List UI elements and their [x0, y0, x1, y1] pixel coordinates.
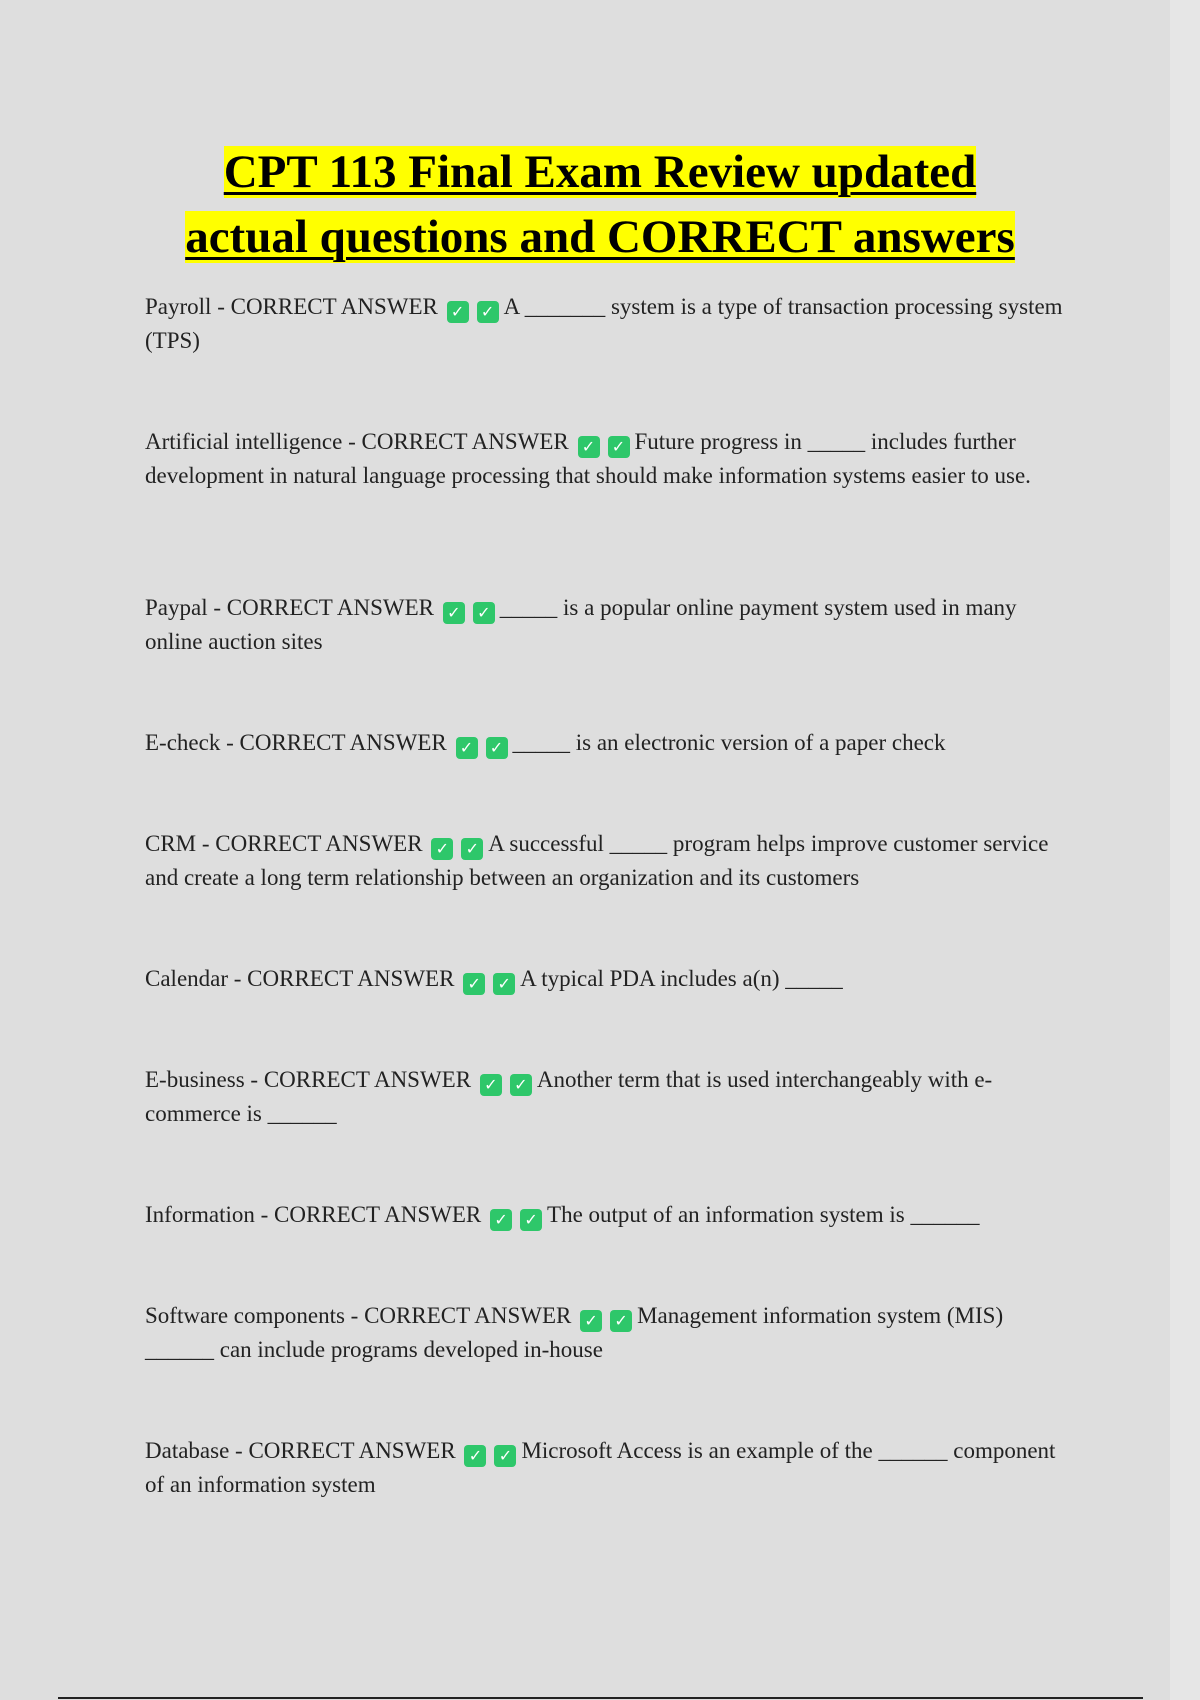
answer-term: Information - CORRECT ANSWER: [145, 1202, 482, 1227]
qa-item: [145, 1063, 1065, 1131]
qa-item: [145, 827, 1065, 895]
page-bottom-rule: [58, 1697, 1143, 1699]
question-text: _____ is an electronic version of a paper check: [512, 730, 946, 755]
title-line-1: CPT 113 Final Exam Review updated: [223, 146, 977, 198]
question-text: A _______ system is a type of transaction processing system (TPS): [145, 294, 1063, 353]
qa-item: [145, 962, 1065, 996]
check-mark-icon: ✓: [494, 1445, 516, 1467]
qa-item: [145, 1198, 1065, 1232]
check-mark-icon: ✓: [447, 301, 469, 323]
check-mark-icon: ✓: [431, 838, 453, 860]
check-mark-icon: ✓: [580, 1310, 602, 1332]
answer-term: E-check - CORRECT ANSWER: [145, 730, 447, 755]
answer-term: E-business - CORRECT ANSWER: [145, 1067, 472, 1092]
check-mark-icon: ✓: [520, 1209, 542, 1231]
check-mark-icon: ✓: [578, 436, 600, 458]
answer-term: Software components - CORRECT ANSWER: [145, 1303, 572, 1328]
check-mark-icon: ✓: [610, 1310, 632, 1332]
answer-term: Payroll - CORRECT ANSWER: [145, 294, 438, 319]
check-mark-icon: ✓: [493, 973, 515, 995]
answer-term: Paypal - CORRECT ANSWER: [145, 595, 435, 620]
answer-term: Artificial intelligence - CORRECT ANSWER: [145, 429, 569, 454]
check-mark-icon: ✓: [461, 838, 483, 860]
qa-item: [145, 726, 1065, 760]
check-mark-icon: ✓: [463, 973, 485, 995]
document-title: [0, 140, 1200, 270]
title-line-2: actual questions and CORRECT answers: [185, 211, 1015, 263]
check-mark-icon: ✓: [480, 1074, 502, 1096]
answer-term: CRM - CORRECT ANSWER: [145, 831, 423, 856]
check-mark-icon: ✓: [456, 737, 478, 759]
question-text: Microsoft Access is an example of the ______ component of an information system: [145, 1438, 1056, 1497]
question-text: The output of an information system is ______: [547, 1202, 980, 1227]
check-mark-icon: ✓: [473, 602, 495, 624]
qa-item: [145, 591, 1065, 659]
check-mark-icon: ✓: [464, 1445, 486, 1467]
question-text: A successful _____ program helps improve customer service and create a long term relationship between an organization and its customers: [145, 831, 1049, 890]
question-text: Future progress in _____ includes further development in natural language processing that should make information systems easier to use.: [145, 429, 1031, 488]
question-text: A typical PDA includes a(n) _____: [520, 966, 843, 991]
check-mark-icon: ✓: [443, 602, 465, 624]
check-mark-icon: ✓: [486, 737, 508, 759]
qa-item: [145, 290, 1065, 358]
qa-item: [145, 1299, 1065, 1367]
answer-term: Database - CORRECT ANSWER: [145, 1438, 456, 1463]
answer-term: Calendar - CORRECT ANSWER: [145, 966, 455, 991]
check-mark-icon: ✓: [490, 1209, 512, 1231]
qa-item: [145, 425, 1065, 493]
check-mark-icon: ✓: [477, 301, 499, 323]
question-text: _____ is a popular online payment system used in many online auction sites: [145, 595, 1017, 654]
check-mark-icon: ✓: [608, 436, 630, 458]
question-text: Another term that is used interchangeably with e-commerce is ______: [145, 1067, 993, 1126]
question-text: Management information system (MIS) ______ can include programs developed in-house: [145, 1303, 1004, 1362]
qa-item: [145, 1434, 1065, 1502]
check-mark-icon: ✓: [510, 1074, 532, 1096]
